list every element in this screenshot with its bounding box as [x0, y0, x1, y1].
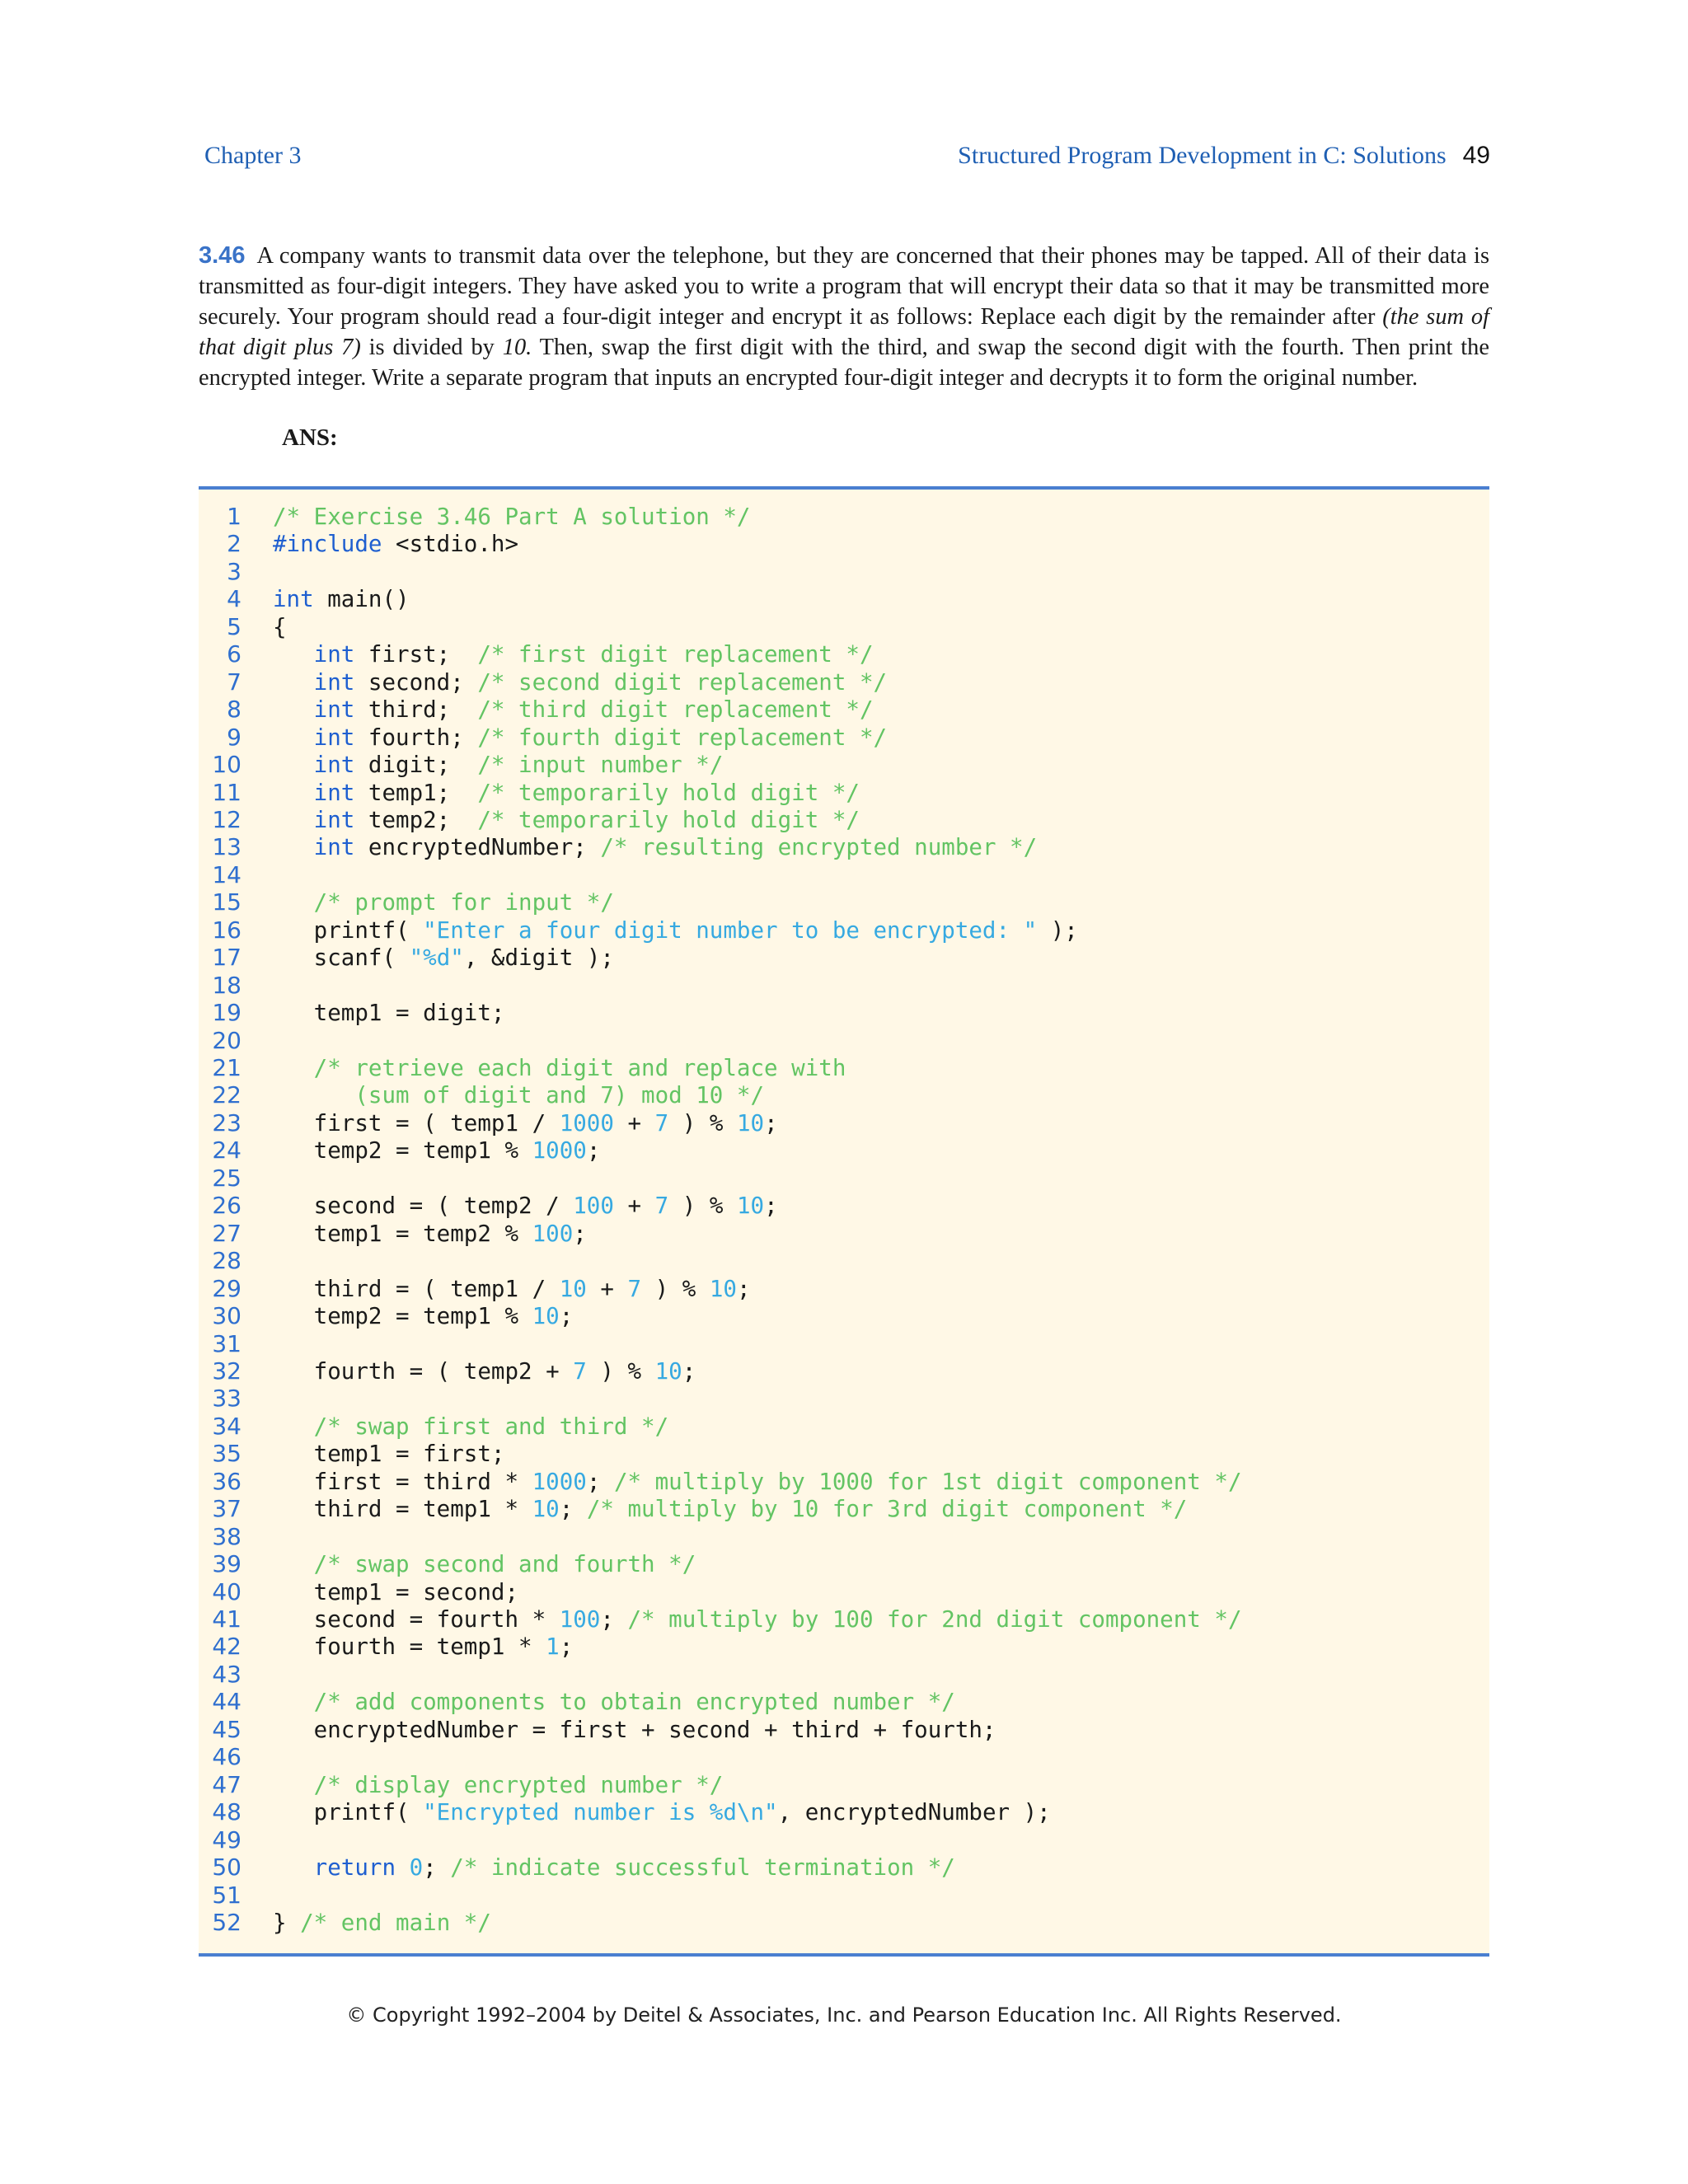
code-text: [273, 668, 887, 696]
line-number: 48: [212, 1798, 241, 1826]
code-text: [273, 751, 723, 779]
code-text: [273, 888, 614, 916]
line-number: 52: [212, 1908, 241, 1936]
code-text: [273, 1109, 778, 1137]
code-comment: /* swap first and third */: [313, 1413, 669, 1440]
code-token: first = third *: [273, 1468, 532, 1495]
code-line: [199, 696, 1489, 724]
code-text: [273, 1578, 518, 1606]
code-line: [199, 1578, 1489, 1606]
code-token: );: [1037, 916, 1078, 944]
line-number: 22: [212, 1081, 241, 1109]
code-comment: /* multiply by 10 for 3rd digit component */: [586, 1496, 1188, 1523]
code-token: fourth = temp1 *: [273, 1633, 546, 1661]
code-token: temp1 = first;: [273, 1441, 505, 1468]
code-line: [199, 1247, 1489, 1275]
line-number: 35: [212, 1440, 241, 1468]
code-text: [273, 1302, 573, 1330]
code-number: 1000: [559, 1109, 614, 1137]
line-number: 39: [212, 1550, 241, 1578]
problem-text-3: Then, swap the first digit with the third, and swap the second digit with the fourth. Then print the encrypted integer. Write a separate program that inputs an encrypted four-digit integer and decrypts it to form the original number.: [199, 335, 1489, 391]
code-comment: /* input number */: [477, 752, 724, 779]
code-token: encryptedNumber;: [354, 834, 601, 861]
code-token: [273, 696, 314, 723]
code-number: 10: [736, 1193, 765, 1220]
code-number: 10: [532, 1303, 560, 1330]
line-number: 4: [227, 585, 241, 613]
code-token: third = ( temp1 /: [273, 1275, 560, 1302]
code-token: temp1;: [354, 779, 478, 806]
answer-label: ANS:: [282, 424, 338, 451]
code-comment: /* first digit replacement */: [477, 641, 874, 668]
code-keyword: int: [313, 641, 355, 668]
code-keyword: int: [313, 752, 355, 779]
code-text: [273, 1495, 1187, 1523]
code-text: [273, 1771, 723, 1799]
code-number: 7: [627, 1275, 642, 1302]
code-number: 10: [709, 1275, 737, 1302]
code-line: [199, 1192, 1489, 1220]
code-text: [273, 779, 860, 807]
code-token: +: [613, 1109, 655, 1137]
code-text: [273, 944, 614, 972]
code-token: ) %: [641, 1275, 710, 1302]
line-number: 19: [212, 999, 241, 1027]
line-number: 33: [212, 1385, 241, 1413]
line-number: 8: [227, 696, 241, 724]
code-text: [273, 1137, 600, 1165]
code-text: [273, 696, 874, 724]
code-token: temp1 = temp2 %: [273, 1220, 532, 1247]
code-comment: /* Exercise 3.46 Part A solution */: [273, 504, 751, 530]
code-token: second = ( temp2 /: [273, 1193, 574, 1220]
code-keyword: #include: [273, 531, 382, 558]
code-comment: /* resulting encrypted number */: [600, 834, 1038, 861]
code-token: [273, 1689, 314, 1715]
code-line: [199, 585, 1489, 613]
line-number: 14: [212, 860, 241, 888]
code-token: ;: [764, 1193, 778, 1220]
line-number: 15: [212, 888, 241, 916]
code-token: [273, 669, 314, 696]
code-token: temp2 = temp1 %: [273, 1137, 532, 1165]
code-comment: /* temporarily hold digit */: [477, 806, 860, 833]
code-comment: /* multiply by 1000 for 1st digit component */: [613, 1468, 1242, 1495]
copyright-footer: © Copyright 1992–2004 by Deitel & Associates, Inc. and Pearson Education Inc. All Rights Reserved.: [346, 2004, 1342, 2027]
code-number: 1000: [532, 1468, 587, 1495]
line-number: 31: [212, 1329, 241, 1357]
code-text: [273, 1054, 846, 1082]
line-number: 13: [212, 833, 241, 861]
code-text: [273, 1468, 1242, 1496]
code-number: 7: [654, 1193, 669, 1220]
line-number: 49: [212, 1825, 241, 1854]
code-number: 1: [546, 1633, 560, 1661]
code-line: [199, 1633, 1489, 1661]
code-text: [273, 640, 874, 668]
code-comment: (sum of digit and 7) mod 10 */: [273, 1082, 765, 1109]
code-token: [273, 752, 314, 778]
code-line: [199, 1798, 1489, 1826]
code-token: temp1 = digit;: [273, 1000, 505, 1027]
code-token: second = fourth *: [273, 1606, 560, 1633]
code-comment: /* add components to obtain encrypted number */: [313, 1689, 955, 1716]
code-line: [199, 1771, 1489, 1799]
line-number: 17: [212, 944, 241, 972]
code-comment: /* fourth digit replacement */: [477, 724, 888, 751]
problem-italic-sum: (the sum of that digit plus 7): [199, 304, 1490, 360]
line-number: 47: [212, 1770, 241, 1798]
code-text: [273, 1357, 696, 1385]
code-line: [199, 613, 1489, 641]
code-comment: /* multiply by 100 for 2nd digit component */: [627, 1606, 1242, 1633]
code-token: second;: [354, 668, 478, 696]
line-number: 12: [212, 805, 241, 833]
code-number: 10: [532, 1496, 560, 1523]
code-line: [199, 1468, 1489, 1496]
code-comment: /* swap second and fourth */: [313, 1551, 696, 1578]
line-number: 40: [212, 1577, 241, 1605]
code-line: [199, 972, 1489, 1000]
line-number: 45: [212, 1715, 241, 1743]
code-text: [273, 833, 1037, 861]
code-token: {: [273, 613, 287, 640]
code-token: temp1 = second;: [273, 1578, 519, 1605]
line-number: 10: [212, 751, 241, 779]
code-line: [199, 1109, 1489, 1137]
line-number: 27: [212, 1219, 241, 1247]
code-text: [273, 806, 860, 834]
code-line: [199, 530, 1489, 558]
code-line: [199, 1743, 1489, 1771]
code-line: [199, 1330, 1489, 1358]
code-token: ;: [586, 1137, 601, 1165]
code-comment: /* second digit replacement */: [477, 668, 888, 696]
code-token: [273, 807, 314, 833]
code-token: [273, 1413, 314, 1440]
code-token: ;: [586, 1468, 614, 1495]
code-line: [199, 751, 1489, 779]
code-number: 100: [559, 1606, 601, 1633]
code-text: [273, 613, 287, 641]
code-token: scanf(: [273, 944, 410, 972]
problem-text-2: is divided by: [360, 335, 503, 360]
code-line: [199, 1357, 1489, 1385]
code-number: 10: [559, 1275, 587, 1302]
line-number: 2: [227, 530, 241, 558]
code-keyword: int: [313, 834, 355, 861]
line-number: 16: [212, 916, 241, 944]
code-token: +: [613, 1193, 655, 1220]
line-number: 42: [212, 1633, 241, 1661]
code-text: [273, 1081, 764, 1109]
code-text: [273, 1275, 751, 1303]
code-line: [199, 503, 1489, 531]
section-title: Structured Program Development in C: Solutions: [958, 142, 1447, 169]
code-keyword: int: [313, 806, 355, 833]
code-line: [199, 1275, 1489, 1303]
code-token: ) %: [668, 1193, 737, 1220]
code-token: [273, 1551, 314, 1577]
code-line: [199, 1716, 1489, 1744]
code-comment: /* third digit replacement */: [477, 696, 874, 724]
code-line: [199, 1854, 1489, 1882]
code-token: [273, 724, 314, 751]
code-number: 100: [532, 1220, 574, 1247]
code-keyword: int: [273, 586, 314, 613]
code-text: [273, 1220, 587, 1248]
line-number: 51: [212, 1881, 241, 1909]
code-token: , encryptedNumber );: [777, 1799, 1051, 1826]
code-number: 1000: [532, 1137, 587, 1165]
code-keyword: int: [313, 696, 355, 724]
code-token: temp2;: [354, 806, 478, 833]
code-token: +: [586, 1275, 628, 1302]
code-token: [273, 1772, 314, 1798]
code-comment: /* retrieve each digit and replace with: [313, 1055, 846, 1081]
line-number: 5: [227, 612, 241, 640]
code-line: [199, 1385, 1489, 1413]
code-comment: /* end main */: [300, 1909, 491, 1936]
code-token: main(): [313, 586, 410, 613]
line-number: 6: [227, 640, 241, 668]
code-number: 7: [654, 1109, 669, 1137]
code-token: ;: [423, 1854, 451, 1882]
code-text: [273, 1909, 491, 1937]
code-token: encryptedNumber = first + second + third + fourth;: [273, 1716, 996, 1743]
code-line: [199, 1413, 1489, 1441]
line-number: 9: [227, 723, 241, 751]
code-text: [273, 1688, 955, 1716]
code-text: [273, 585, 410, 613]
code-keyword: int: [313, 779, 355, 806]
code-text: [273, 916, 1078, 944]
line-number: 11: [212, 778, 241, 806]
code-token: ;: [600, 1606, 628, 1633]
code-token: ;: [559, 1633, 574, 1661]
code-token: ;: [764, 1109, 778, 1137]
chapter-label: Chapter 3: [204, 142, 302, 169]
code-text: [273, 503, 750, 531]
code-number: 0: [409, 1854, 424, 1882]
code-token: fourth = ( temp2 +: [273, 1357, 574, 1385]
line-number: 34: [212, 1412, 241, 1440]
code-text: [273, 1633, 573, 1661]
line-number: 43: [212, 1660, 241, 1688]
code-keyword: return: [313, 1854, 396, 1882]
code-token: [273, 641, 314, 668]
code-token: [396, 1854, 410, 1881]
line-number: 37: [212, 1495, 241, 1523]
code-token: printf(: [273, 916, 424, 944]
code-token: , &digit );: [463, 944, 614, 972]
code-text: [273, 1854, 955, 1882]
code-line: [199, 1688, 1489, 1716]
line-number: 28: [212, 1247, 241, 1275]
code-token: <stdio.h>: [382, 531, 519, 558]
code-string: "Encrypted number is %d\n": [423, 1799, 778, 1826]
line-number: 3: [227, 557, 241, 585]
code-token: [273, 1854, 314, 1881]
code-token: [273, 834, 314, 860]
code-token: first = ( temp1 /: [273, 1109, 560, 1137]
code-comment: /* prompt for input */: [313, 889, 614, 916]
problem-statement: [199, 241, 1489, 393]
code-token: ) %: [586, 1357, 655, 1385]
code-comment: /* indicate successful termination */: [450, 1854, 955, 1882]
code-token: ;: [559, 1303, 574, 1330]
line-number: 41: [212, 1605, 241, 1633]
code-line: [199, 888, 1489, 916]
code-line: [199, 668, 1489, 696]
code-line: [199, 806, 1489, 834]
code-token: first;: [354, 641, 478, 668]
code-token: third = temp1 *: [273, 1496, 532, 1523]
code-line: [199, 779, 1489, 807]
code-line: [199, 1220, 1489, 1248]
code-line: [199, 640, 1489, 668]
code-line: [199, 999, 1489, 1027]
code-token: [273, 889, 314, 916]
code-token: printf(: [273, 1799, 424, 1826]
code-number: 100: [573, 1193, 614, 1220]
code-token: fourth;: [354, 724, 478, 751]
code-line: [199, 1605, 1489, 1633]
problem-number: 3.46: [199, 242, 246, 269]
line-number: 23: [212, 1108, 241, 1137]
code-line: [199, 1081, 1489, 1109]
problem-text: A company wants to transmit data over the telephone, but they are concerned that their phones may be tapped. All of their data is transmitted as four-digit integers. They have asked you to write a program that will encrypt their data so that it may be transmitted more securely. Your program should read a four-digit integer and encrypt it as follows: Replace each digit by the remainder after: [199, 243, 1489, 330]
code-token: ;: [559, 1496, 587, 1523]
code-line: [199, 1165, 1489, 1193]
code-number: 7: [573, 1357, 587, 1385]
code-token: third;: [354, 696, 478, 724]
line-number: 1: [227, 503, 241, 530]
code-line: [199, 1826, 1489, 1854]
code-line: [199, 944, 1489, 972]
line-number: 18: [212, 971, 241, 999]
code-token: digit;: [354, 752, 478, 779]
code-text: [273, 724, 887, 752]
code-line: [199, 1054, 1489, 1082]
code-string: "Enter a four digit number to be encrypted: ": [423, 916, 1038, 944]
code-text: [273, 1192, 778, 1220]
code-line: [199, 1661, 1489, 1689]
code-line: [199, 1440, 1489, 1468]
code-listing: [199, 486, 1489, 1957]
code-line: [199, 1302, 1489, 1330]
code-line: [199, 1550, 1489, 1578]
code-number: 10: [654, 1357, 682, 1385]
code-line: [199, 1027, 1489, 1055]
code-token: }: [273, 1909, 301, 1936]
line-number: 30: [212, 1302, 241, 1330]
code-token: [273, 780, 314, 806]
code-line: [199, 916, 1489, 944]
code-comment: /* temporarily hold digit */: [477, 779, 860, 806]
line-number: 24: [212, 1137, 241, 1165]
line-number: 21: [212, 1054, 241, 1081]
code-token: ;: [682, 1357, 696, 1385]
code-text: [273, 1716, 996, 1744]
code-line: [199, 1882, 1489, 1910]
line-number: 26: [212, 1192, 241, 1220]
problem-italic-ten: 10.: [502, 335, 532, 360]
code-line: [199, 1495, 1489, 1523]
code-line: [199, 1909, 1489, 1937]
code-line: [199, 724, 1489, 752]
line-number: 32: [212, 1357, 241, 1385]
page-number: 49: [1462, 142, 1490, 169]
code-text: [273, 530, 518, 558]
code-token: [273, 1055, 314, 1081]
code-text: [273, 999, 504, 1027]
code-token: ;: [736, 1275, 751, 1302]
code-line: [199, 1523, 1489, 1551]
line-number: 20: [212, 1026, 241, 1054]
code-number: 10: [736, 1109, 765, 1137]
code-line: [199, 1137, 1489, 1165]
code-line: [199, 861, 1489, 889]
running-header: [958, 142, 1490, 170]
code-text: [273, 1550, 696, 1578]
code-keyword: int: [313, 668, 355, 696]
code-token: ;: [573, 1220, 587, 1247]
line-number: 25: [212, 1164, 241, 1192]
code-text: [273, 1605, 1242, 1633]
line-number: 46: [212, 1743, 241, 1771]
line-number: 38: [212, 1522, 241, 1550]
code-keyword: int: [313, 724, 355, 751]
code-text: [273, 1798, 1051, 1826]
code-string: "%d": [409, 944, 464, 972]
line-number: 50: [212, 1854, 241, 1882]
code-line: [199, 558, 1489, 586]
line-number: 44: [212, 1688, 241, 1716]
line-number: 7: [227, 668, 241, 696]
code-comment: /* display encrypted number */: [313, 1771, 724, 1798]
code-token: ) %: [668, 1109, 737, 1137]
code-token: temp2 = temp1 %: [273, 1303, 532, 1330]
code-text: [273, 1413, 668, 1441]
line-number: 36: [212, 1467, 241, 1495]
code-line: [199, 833, 1489, 861]
code-text: [273, 1440, 504, 1468]
line-number: 29: [212, 1274, 241, 1302]
